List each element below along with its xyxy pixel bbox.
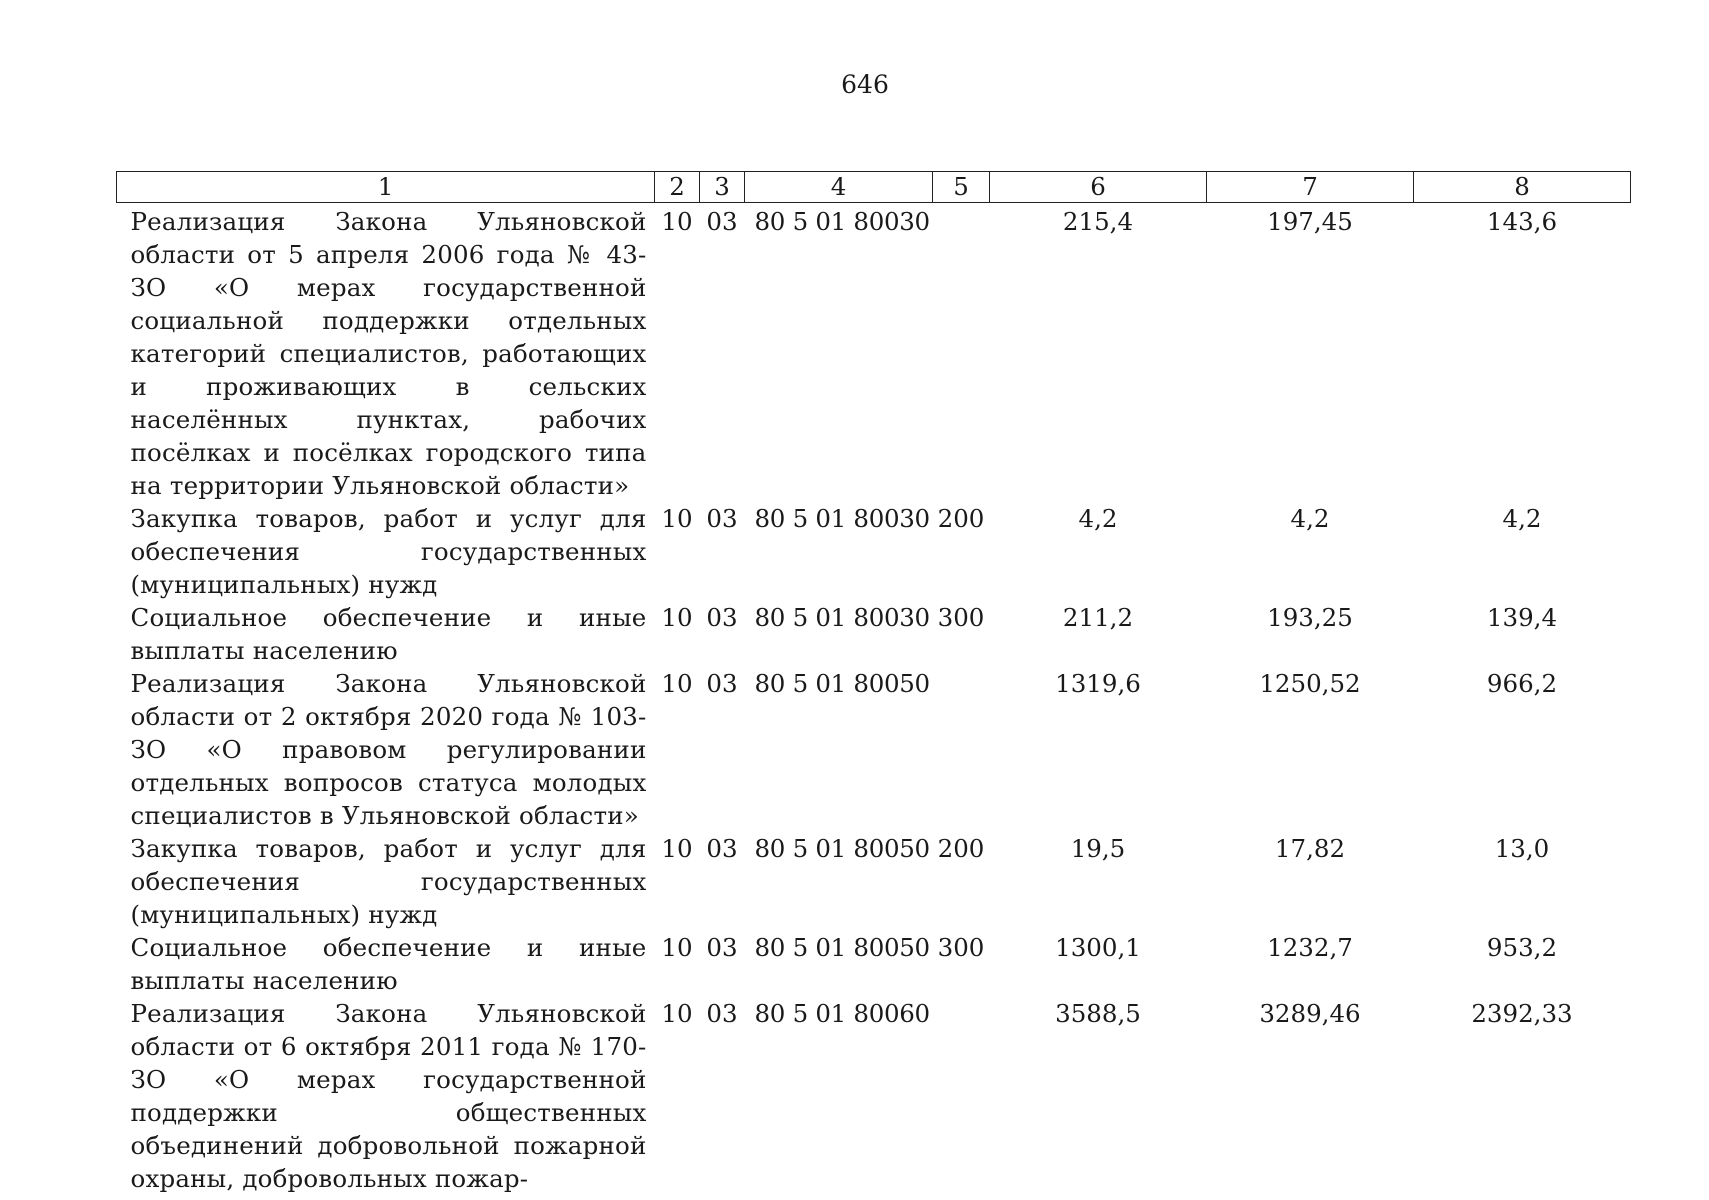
row-value-col6: 215,4 [1062, 207, 1134, 236]
row-expense-type-code [933, 203, 990, 503]
row-description: Закупка товаров, работ и услуг для обеспечения государственных (муниципальных) нужд [130, 504, 647, 599]
row-description: Реализация Закона Ульяновской области от 5 апреля 2006 года № 43-ЗО «О мерах государственной социальной поддержки отдельных категорий специалистов, работающих и проживающих в сельских населённых пунктах, рабочих посёлках и посёлках городского типа на территории Ульяновской области» [130, 207, 647, 500]
row-section-code: 10 [661, 999, 693, 1028]
row-subsection-code: 03 [706, 834, 738, 863]
row-section-code: 10 [661, 207, 693, 236]
row-section-code: 10 [661, 834, 693, 863]
row-expense-type-code: 200 [937, 834, 985, 863]
row-value-col7: 1232,7 [1267, 933, 1353, 962]
row-target-article-code: 80 5 01 80030 [754, 207, 930, 236]
row-value-col6: 4,2 [1078, 504, 1118, 533]
row-description: Социальное обеспечение и иные выплаты населению [130, 933, 647, 995]
row-section-code: 10 [661, 603, 693, 632]
row-value-col8: 13,0 [1494, 834, 1550, 863]
row-value-col7: 197,45 [1267, 207, 1353, 236]
row-value-col7: 4,2 [1290, 504, 1330, 533]
row-value-col6: 1300,1 [1055, 933, 1141, 962]
header-cell-5: 5 [933, 172, 990, 203]
row-section-code: 10 [661, 504, 693, 533]
header-cell-6: 6 [990, 172, 1207, 203]
row-target-article-code: 80 5 01 80050 [754, 669, 930, 698]
table-row [117, 832, 1631, 931]
row-value-col8: 139,4 [1486, 603, 1558, 632]
table-row [117, 502, 1631, 601]
row-value-col7: 193,25 [1267, 603, 1353, 632]
row-expense-type-code: 300 [937, 603, 985, 632]
table-row [117, 931, 1631, 997]
table-header-row [117, 172, 1631, 203]
table-row [117, 667, 1631, 832]
row-subsection-code: 03 [706, 504, 738, 533]
header-cell-1: 1 [117, 172, 655, 203]
row-expense-type-code: 200 [937, 504, 985, 533]
row-value-col7: 3289,46 [1259, 999, 1361, 1028]
row-value-col8: 143,6 [1486, 207, 1558, 236]
header-cell-4: 4 [745, 172, 933, 203]
row-value-col6: 1319,6 [1055, 669, 1141, 698]
table-row [117, 601, 1631, 667]
row-description: Реализация Закона Ульяновской области от 2 октября 2020 года № 103-ЗО «О правовом регулировании отдельных вопросов статуса молодых специалистов в Ульяновской области» [130, 669, 647, 830]
row-value-col6: 3588,5 [1055, 999, 1141, 1028]
row-value-col7: 17,82 [1274, 834, 1346, 863]
row-subsection-code: 03 [706, 603, 738, 632]
row-target-article-code: 80 5 01 80050 [754, 933, 930, 962]
header-cell-2: 2 [655, 172, 700, 203]
page-number: 646 [841, 70, 889, 99]
row-target-article-code: 80 5 01 80050 [754, 834, 930, 863]
row-description: Закупка товаров, работ и услуг для обеспечения государственных (муниципальных) нужд [130, 834, 647, 929]
row-subsection-code: 03 [706, 933, 738, 962]
table-row [117, 997, 1631, 1195]
row-value-col6: 211,2 [1062, 603, 1134, 632]
row-expense-type-code [933, 997, 990, 1195]
header-cell-3: 3 [700, 172, 745, 203]
row-value-col8: 953,2 [1486, 933, 1558, 962]
row-value-col8: 4,2 [1502, 504, 1542, 533]
row-subsection-code: 03 [706, 669, 738, 698]
header-cell-8: 8 [1414, 172, 1631, 203]
row-value-col8: 2392,33 [1471, 999, 1573, 1028]
row-value-col6: 19,5 [1070, 834, 1126, 863]
row-subsection-code: 03 [706, 999, 738, 1028]
table-row [117, 203, 1631, 503]
row-expense-type-code: 300 [937, 933, 985, 962]
row-section-code: 10 [661, 669, 693, 698]
row-value-col7: 1250,52 [1259, 669, 1361, 698]
row-section-code: 10 [661, 933, 693, 962]
row-description: Реализация Закона Ульяновской области от 6 октября 2011 года № 170-ЗО «О мерах государственной поддержки общественных объединений добровольной пожарной охраны, добровольных пожар- [130, 999, 647, 1193]
row-target-article-code: 80 5 01 80030 [754, 603, 930, 632]
row-target-article-code: 80 5 01 80060 [754, 999, 930, 1028]
budget-table [116, 171, 1631, 1195]
row-expense-type-code [933, 667, 990, 832]
row-value-col8: 966,2 [1486, 669, 1558, 698]
row-description: Социальное обеспечение и иные выплаты населению [130, 603, 647, 665]
header-cell-7: 7 [1207, 172, 1414, 203]
row-target-article-code: 80 5 01 80030 [754, 504, 930, 533]
row-subsection-code: 03 [706, 207, 738, 236]
